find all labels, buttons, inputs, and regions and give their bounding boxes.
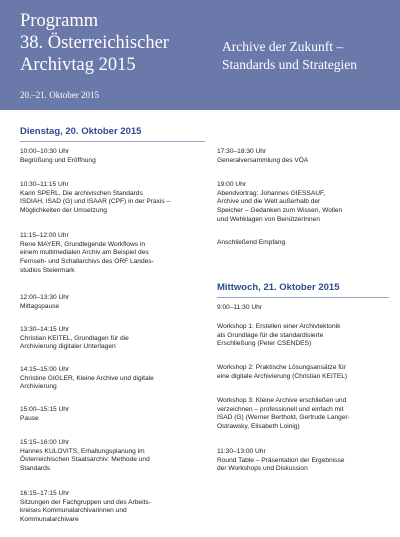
- entry-line: Möglichkeiten der Umsetzung: [20, 207, 107, 215]
- entry-line: Hannes KULOVITS, Erhaltungsplanung im: [20, 447, 145, 455]
- entry-line: Archive und die Welt außerhalb der: [217, 198, 321, 206]
- header-banner: [0, 0, 400, 110]
- entry-time: 11:15–12:00 Uhr: [20, 232, 69, 239]
- schedule-entry: [20, 439, 205, 474]
- entry-line: und Wehklagen von BenützerInnen: [217, 215, 320, 223]
- day1-heading: Dienstag, 20. Oktober 2015: [20, 126, 142, 137]
- entry-line: Rene MAYER, Grundlegende Workflows in: [20, 240, 146, 248]
- schedule-entry: [217, 148, 389, 165]
- subtitle-line: Standards und Strategien: [222, 57, 357, 72]
- entry-line: Speicher – Gedanken zum Wissen, Wollen: [217, 207, 343, 215]
- schedule-entry: [20, 232, 205, 276]
- entry-line: Begrüßung und Eröffnung: [20, 156, 96, 164]
- entry-line: Fernseh- und Schallarchivs des ORF Landes-: [20, 258, 154, 266]
- schedule-entry: [20, 406, 205, 423]
- entry-line: eine digitale Archivierung (Christian KEITEL): [217, 372, 348, 380]
- title-line: 38. Österreichischer: [20, 33, 169, 53]
- entry-line: Sitzungen der Fachgruppen und des Arbeits-: [20, 498, 151, 506]
- entry-line: Abendvortrag: Johannes GIESSAUF,: [217, 189, 326, 197]
- entry-line: Workshop 2: Praktische Lösungsansätze für: [217, 364, 346, 371]
- entry-line: Christine GIGLER, Kleine Archive und digitale: [20, 374, 154, 382]
- entry-line: Archivierung: [20, 383, 57, 391]
- schedule-entry: [217, 397, 389, 432]
- schedule-entry: [217, 448, 389, 474]
- entry-line: Karin SPERL, Die archivischen Standards: [20, 189, 143, 197]
- entry-line: der Workshops und Diskussion: [217, 465, 308, 473]
- entry-line: Workshop 3: Kleine Archive erschließen und: [217, 397, 347, 404]
- schedule-entry: [20, 326, 205, 352]
- day1-rule: [20, 141, 205, 142]
- entry-line: einem multimedialen Archiv am Beispiel des: [20, 249, 149, 257]
- program-subtitle: [222, 38, 392, 74]
- entry-line: Round Table – Präsentation der Ergebnisse: [217, 456, 345, 464]
- entry-line: studios Steiermark: [20, 266, 75, 274]
- schedule-entry: [20, 294, 205, 311]
- program-title: [20, 10, 210, 76]
- entry-line: Pause: [20, 414, 39, 422]
- schedule-entry: [217, 323, 389, 349]
- entry-line: kreises Kommunalarchivarinnen und: [20, 507, 127, 515]
- schedule-entry: [20, 366, 205, 392]
- entry-time: 17:30–18:30 Uhr: [217, 148, 267, 155]
- entry-time: 15:00–15:15 Uhr: [20, 406, 70, 413]
- entry-time: 16:15–17:15 Uhr: [20, 490, 70, 497]
- schedule-entry: [20, 148, 205, 165]
- entry-line: Ostrawsky, Elisabeth Loinig): [217, 423, 300, 431]
- entry-time: 10:00–10:30 Uhr: [20, 148, 70, 155]
- title-line: Archivtag 2015: [20, 55, 136, 75]
- schedule-entry: [20, 490, 205, 525]
- entry-time: 10:30–11:15 Uhr: [20, 181, 69, 188]
- entry-line: Archivierung digitaler Unterlagen: [20, 343, 116, 351]
- entry-line: Österreichischen Staatsarchiv: Methode und: [20, 456, 150, 464]
- entry-line: Kommunalarchivare: [20, 516, 79, 524]
- entry-line: Anschließend Empfang: [217, 239, 286, 246]
- entry-line: Generalversammlung des VÖA: [217, 156, 309, 164]
- title-line: Programm: [20, 11, 99, 31]
- entry-time: 11:30–13:00 Uhr: [217, 448, 266, 455]
- entry-time: 14:15–15:00 Uhr: [20, 366, 70, 373]
- entry-line: Standards: [20, 465, 51, 473]
- entry-line: verzeichnen – professionell und einfach mit: [217, 405, 344, 413]
- entry-line: Mittagspause: [20, 302, 60, 310]
- entry-line: ISDIAH, ISAD (G) und ISAAR (CPF) in der Praxis –: [20, 198, 171, 206]
- entry-line: Christian KEITEL, Grundlagen für die: [20, 334, 129, 342]
- schedule-entry: [217, 304, 389, 313]
- day2-rule: [217, 297, 389, 298]
- entry-line: Workshop 1: Erstellen einer Archivtektonik: [217, 323, 341, 330]
- schedule-entry: [217, 239, 389, 248]
- entry-line: als Grundlage für die standardisierte: [217, 331, 324, 339]
- schedule-entry: [217, 364, 389, 381]
- entry-time: 13:30–14:15 Uhr: [20, 326, 70, 333]
- entry-line: ISAD (G) (Werner Berthold, Gertrude Langer-: [217, 414, 350, 422]
- event-date: 20.–21. Oktober 2015: [20, 90, 99, 100]
- entry-line: Erschließung (Peter CSENDES): [217, 340, 312, 348]
- entry-time: 9:00–11:30 Uhr: [217, 304, 262, 311]
- subtitle-line: Archive der Zukunft –: [222, 39, 344, 54]
- day2-heading: Mittwoch, 21. Oktober 2015: [217, 282, 340, 293]
- entry-time: 19:00 Uhr: [217, 181, 246, 188]
- schedule-entry: [20, 181, 205, 216]
- entry-time: 15:15–16:00 Uhr: [20, 439, 70, 446]
- schedule-entry: [217, 181, 389, 225]
- entry-time: 12:00–13:30 Uhr: [20, 294, 70, 301]
